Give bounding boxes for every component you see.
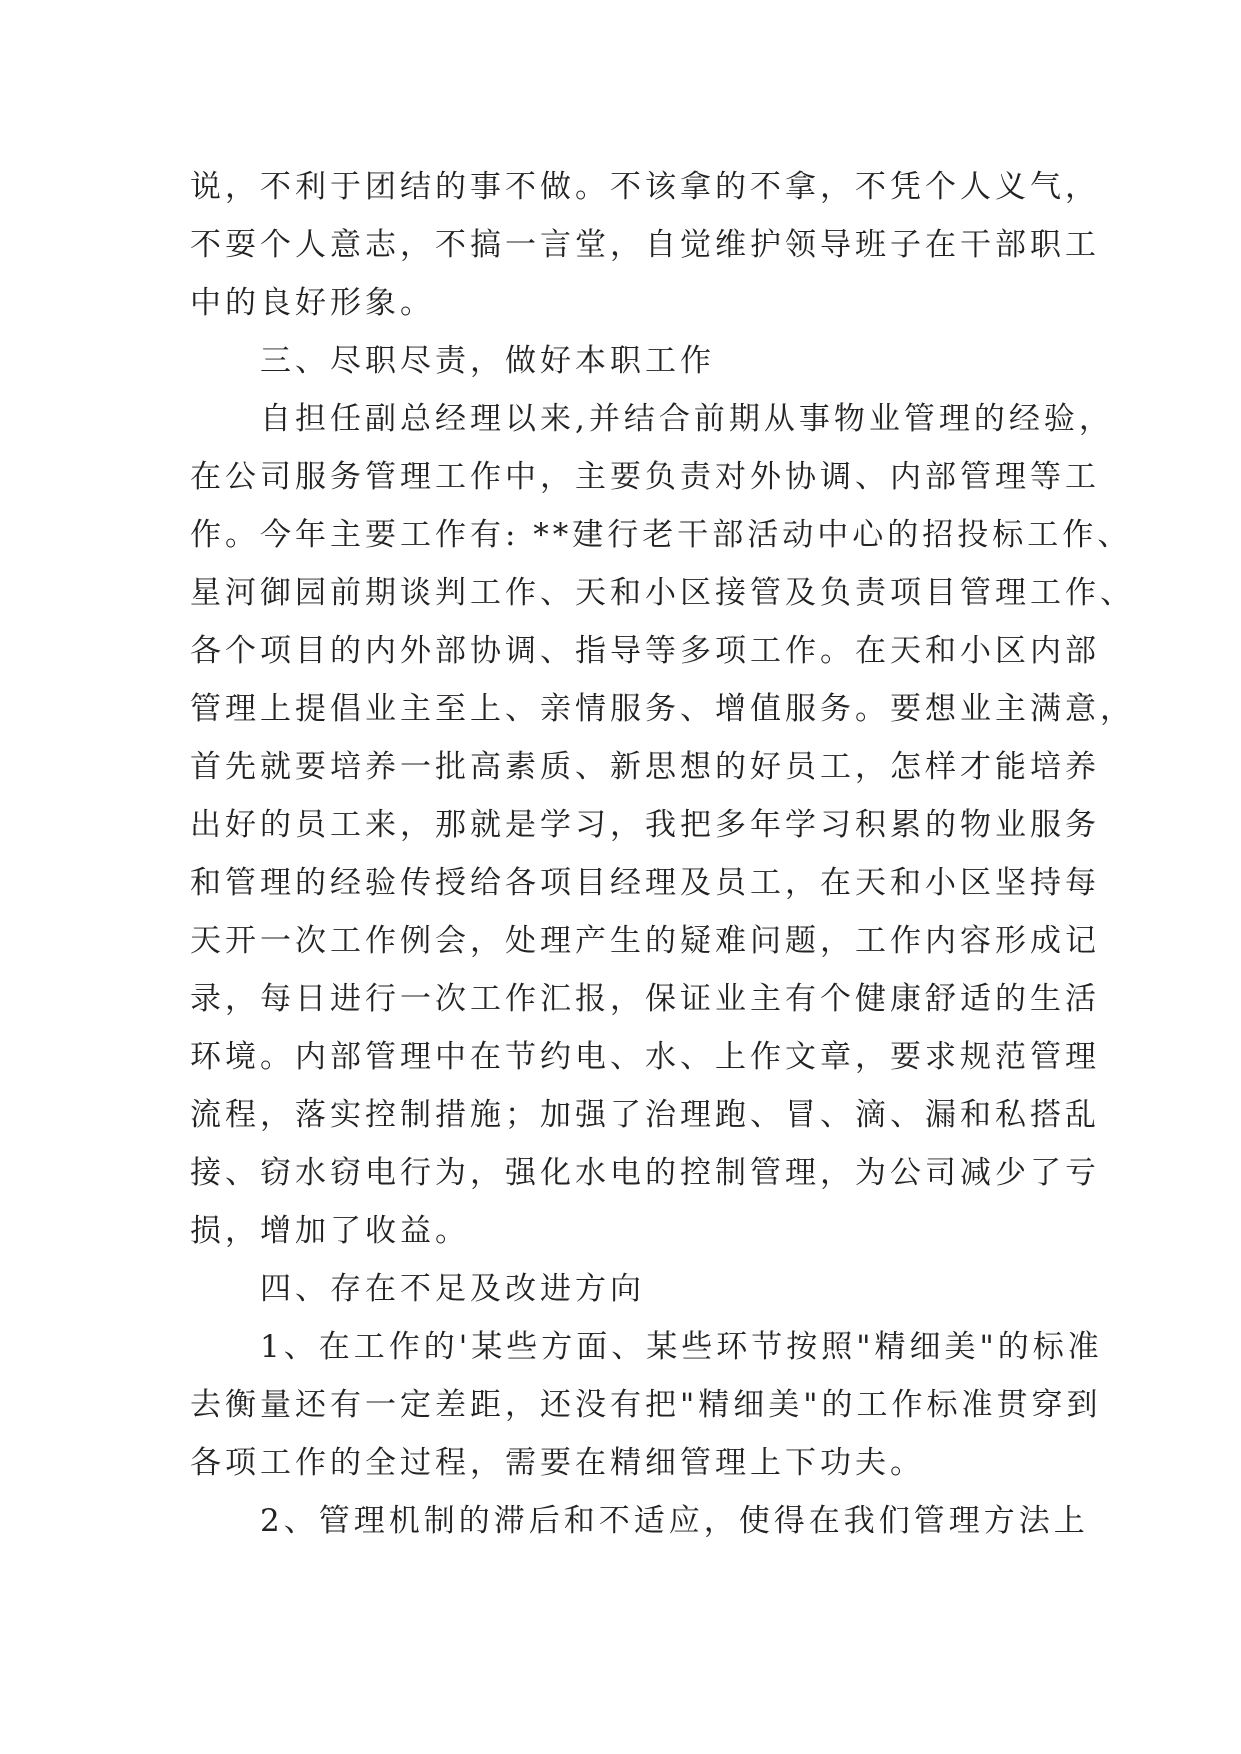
text-line: 管理上提倡业主至上、亲情服务、增值服务。要想业主满意， (190, 691, 1135, 727)
text-line: 不耍个人意志，不搞一言堂，自觉维护领导班子在干部职工 (190, 227, 1100, 263)
text-line: 首先就要培养一批高素质、新思想的好员工，怎样才能培养 (190, 749, 1100, 785)
text-line: 去衡量还有一定差距，还没有把"精细美"的工作标准贯穿到 (190, 1387, 1102, 1423)
text-line: 中的良好形象。 (190, 285, 435, 321)
text-line: 环境。内部管理中在节约电、水、上作文章，要求规范管理 (190, 1039, 1100, 1075)
text-line: 出好的员工来，那就是学习，我把多年学习积累的物业服务 (190, 807, 1100, 843)
text-line: 各项工作的全过程，需要在精细管理上下功夫。 (190, 1445, 925, 1481)
text-line: 流程，落实控制措施；加强了治理跑、冒、滴、漏和私搭乱 (190, 1097, 1100, 1133)
text-line: 说，不利于团结的事不做。不该拿的不拿，不凭个人义气， (190, 169, 1100, 205)
text-line: 自担任副总经理以来,并结合前期从事物业管理的经验， (190, 401, 1114, 437)
document-body (190, 158, 1135, 1550)
text-line: 天开一次工作例会，处理产生的疑难问题，工作内容形成记 (190, 923, 1100, 959)
text-line: 星河御园前期谈判工作、天和小区接管及负责项目管理工作、 (190, 575, 1135, 611)
text-line: 作。今年主要工作有: **建行老干部活动中心的招投标工作、 (190, 517, 1133, 553)
text-line: 在公司服务管理工作中，主要负责对外协调、内部管理等工 (190, 459, 1100, 495)
section-heading: 三、尽职尽责，做好本职工作 (190, 343, 715, 379)
section-heading: 四、存在不足及改进方向 (190, 1271, 645, 1307)
text-line: 1、在工作的'某些方面、某些环节按照"精细美"的标准 (190, 1329, 1103, 1365)
text-line: 和管理的经验传授给各项目经理及员工，在天和小区坚持每 (190, 865, 1100, 901)
text-line: 录，每日进行一次工作汇报，保证业主有个健康舒适的生活 (190, 981, 1100, 1017)
text-line: 损，增加了收益。 (190, 1213, 470, 1249)
text-line: 接、窃水窃电行为，强化水电的控制管理，为公司减少了亏 (190, 1155, 1100, 1191)
text-line: 2、管理机制的滞后和不适应，使得在我们管理方法上 (190, 1503, 1089, 1539)
text-line: 各个项目的内外部协调、指导等多项工作。在天和小区内部 (190, 633, 1100, 669)
